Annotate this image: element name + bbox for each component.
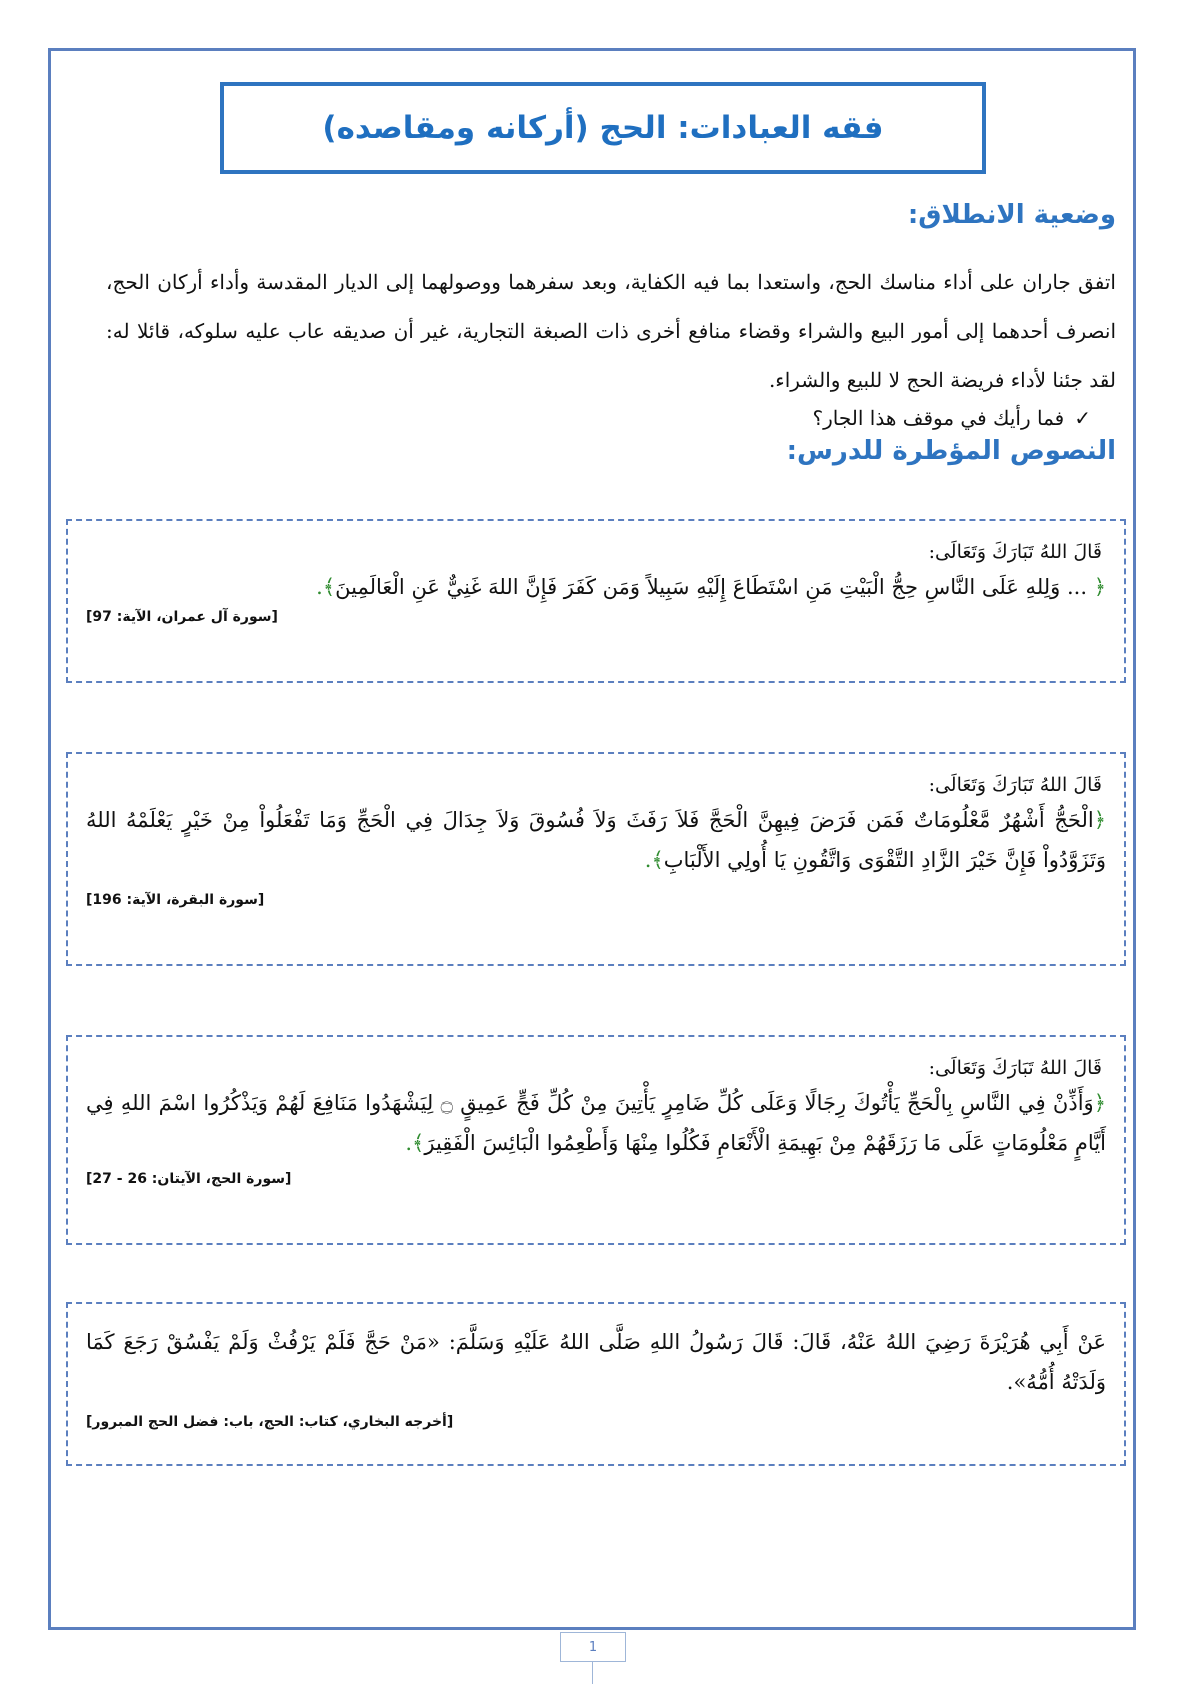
text-box-2 (66, 752, 1126, 966)
hadith-reference: [أخرجه البخاري، كتاب: الحج، باب: فضل الحج المبرور] (86, 1414, 454, 1430)
verse-body: ... وَلِلهِ عَلَى النَّاسِ حِجُّ الْبَيْتِ مَنِ اسْتَطَاعَ إِلَيْهِ سَبِيلاً وَمَن كَفَرَ فَإِنَّ اللهَ غَنِيٌّ عَنِ الْعَالَمِينَ (335, 575, 1094, 599)
verse-text (86, 1083, 1106, 1163)
text-box-3 (66, 1035, 1126, 1245)
verse-body: وَأَذِّنْ فِي النَّاسِ بِالْحَجِّ يَأْتُوكَ رِجَالًا وَعَلَى كُلِّ ضَامِرٍ يَأْتِينَ مِنْ كُلِّ فَجٍّ عَمِيقٍ ۝ لِيَشْهَدُوا مَنَافِعَ لَهُمْ وَيَذْكُرُوا اسْمَ اللهِ فِي أَيَّامٍ مَعْلُومَاتٍ عَلَى مَا رَزَقَهُمْ مِنْ بَهِيمَةِ الْأَنْعَامِ فَكُلُوا مِنْهَا وَأَطْعِمُوا الْبَائِسَ الْفَقِيرَ (86, 1091, 1106, 1155)
hadith-text: عَنْ أَبِي هُرَيْرَةَ رَضِيَ اللهُ عَنْهُ، قَالَ: قَالَ رَسُولُ اللهِ صَلَّى اللهُ عَلَيْهِ وَسَلَّمَ: «مَنْ حَجَّ فَلَمْ يَرْفُثْ وَلَمْ يَفْسُقْ رَجَعَ كَمَا وَلَدَتْهُ أُمُّهُ». (86, 1330, 1106, 1394)
verse-open-bracket: ﴿ (1093, 1091, 1106, 1115)
page-number-box (560, 1632, 626, 1662)
text-intro: قَالَ اللهُ تَبَارَكَ وَتَعَالَى: (928, 1057, 1102, 1079)
text-box-1 (66, 519, 1126, 683)
verse-close-bracket: ﴾. (316, 575, 336, 599)
text-intro: قَالَ اللهُ تَبَارَكَ وَتَعَالَى: (928, 774, 1102, 796)
text-intro: قَالَ اللهُ تَبَارَكَ وَتَعَالَى: (928, 541, 1102, 563)
verse-reference: [سورة الحج، الآيتان: 26 - 27] (86, 1171, 292, 1187)
check-icon: ✓ (1074, 406, 1091, 430)
verse-close-bracket: ﴾. (405, 1131, 425, 1155)
verse-reference: [سورة البقرة، الآية: 196] (86, 892, 265, 908)
verse-open-bracket: ﴿ (1093, 575, 1106, 599)
question-text: فما رأيك في موقف هذا الجار؟ (812, 406, 1065, 430)
verse-body: الْحَجُّ أَشْهُرٌ مَّعْلُومَاتٌ فَمَن فَرَضَ فِيهِنَّ الْحَجَّ فَلاَ رَفَثَ وَلاَ فُسُوقَ وَلاَ جِدَالَ فِي الْحَجِّ وَمَا تَفْعَلُواْ مِنْ خَيْرٍ يَعْلَمْهُ اللهُ وَتَزَوَّدُواْ فَإِنَّ خَيْرَ الزَّادِ التَّقْوَى وَاتَّقُونِ يَا أُولِي الأَلْبَابِ (86, 808, 1106, 872)
hadith-box (66, 1302, 1126, 1466)
page-number: 1 (588, 1639, 598, 1655)
section-heading-starting-situation: وضعية الانطلاق: (907, 200, 1116, 230)
verse-text (86, 567, 1106, 607)
title-box (220, 82, 986, 174)
page-number-connector (592, 1662, 593, 1684)
question-line (813, 406, 1091, 430)
verse-close-bracket: ﴾. (644, 848, 664, 872)
verse-open-bracket: ﴿ (1093, 808, 1106, 832)
starting-situation-paragraph: اتفق جاران على أداء مناسك الحج، واستعدا بما فيه الكفاية، وبعد سفرهما ووصولهما إلى الديار المقدسة وأداء أركان الحج، انصرف أحدهما إلى أمور البيع والشراء وقضاء منافع أخرى ذات الصبغة التجارية، غير أن صديقه عاب عليه سلوكه، قائلا له: لقد جئنا لأداء فريضة الحج لا للبيع والشراء. (106, 270, 1116, 392)
page-title: فقه العبادات: الحج (أركانه ومقاصده) (322, 110, 884, 146)
verse-text (86, 800, 1106, 880)
verse-reference: [سورة آل عمران، الآية: 97] (86, 609, 278, 625)
section-heading-framing-texts: النصوص المؤطرة للدرس: (786, 436, 1116, 466)
